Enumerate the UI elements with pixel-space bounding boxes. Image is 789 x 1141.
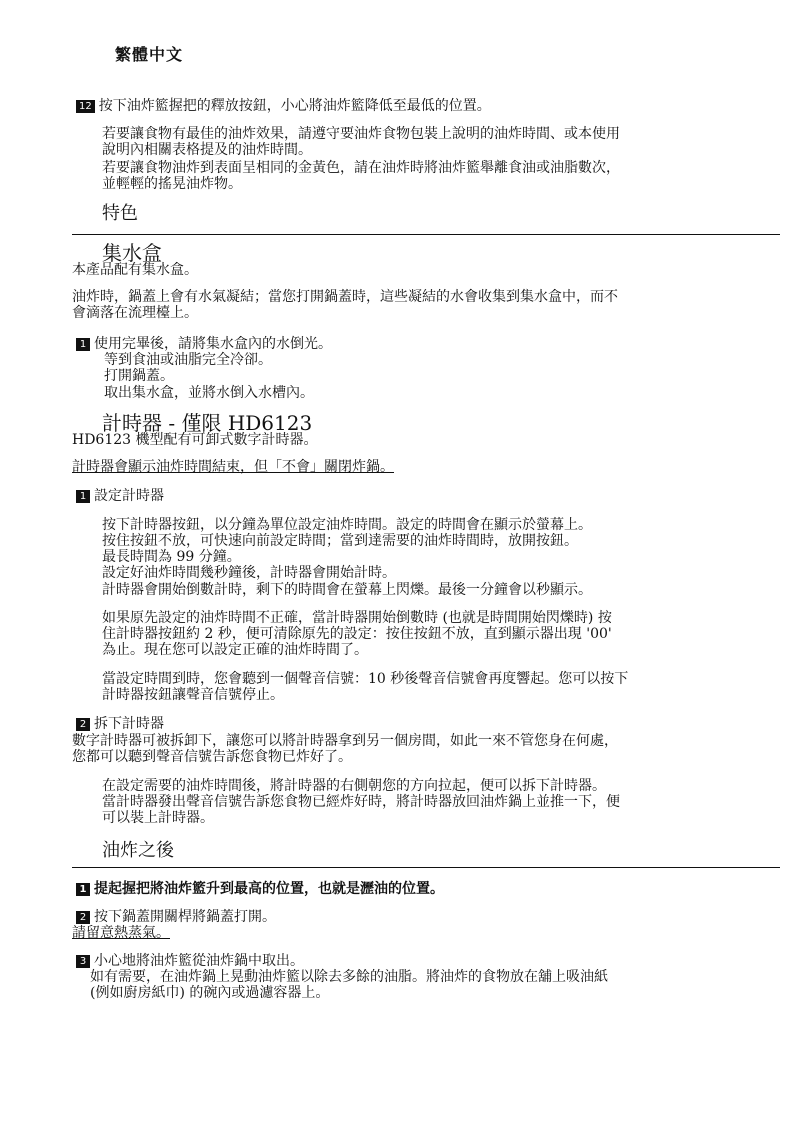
step-number-badge: 2 [76, 911, 90, 924]
step-number-badge: 1 [76, 883, 90, 896]
step-title: 按下鍋蓋開關桿將鍋蓋打開。 [94, 909, 276, 925]
after-step-2 [76, 909, 276, 926]
step-12 [76, 98, 491, 115]
paragraph-line: 住計時器按鈕約 2 秒，便可清除原先的設定：按住按鈕不放，直到顯示器出現 '00' [102, 626, 612, 642]
paragraph-line: HD6123 機型配有可卸式數字計時器。 [72, 432, 318, 448]
paragraph-line: 等到食油或油脂完全冷卻。 [104, 352, 272, 368]
section-heading-features: 特色 [102, 203, 138, 224]
steam-warning: 請留意熱蒸氣。 [72, 925, 170, 941]
water-box-step-1 [76, 336, 332, 353]
paragraph-line: 油炸時，鍋蓋上會有水氣凝結；當您打開鍋蓋時，這些凝結的水會收集到集水盒中，而不 [72, 289, 618, 305]
timer-step-1 [76, 488, 164, 505]
paragraph-line: 為止。現在您可以設定正確的油炸時間了。 [102, 642, 368, 658]
paragraph-line: 若要讓食物油炸到表面呈相同的金黃色，請在油炸時將油炸籃舉離食油或油脂數次， [102, 160, 620, 176]
paragraph-line: 會滴落在流理檯上。 [72, 305, 198, 321]
step-title: 設定計時器 [94, 488, 164, 504]
paragraph-line: 如果原先設定的油炸時間不正確，當計時器開始倒數時 (也就是時間開始閃爍時) 按 [102, 610, 612, 626]
language-label: 繁體中文 [115, 45, 184, 64]
paragraph-line: 若要讓食物有最佳的油炸效果，請遵守要油炸食物包裝上說明的油炸時間、或本使用 [102, 126, 620, 142]
step-title: 按下油炸籃握把的釋放按鈕，小心將油炸籃降低至最低的位置。 [98, 98, 491, 114]
paragraph-line: 並輕輕的搖晃油炸物。 [102, 176, 242, 192]
paragraph-line: 打開鍋蓋。 [104, 368, 174, 384]
after-step-1 [76, 881, 444, 898]
paragraph-line: 可以裝上計時器。 [102, 810, 214, 826]
paragraph-line: 按住按鈕不放，可快速向前設定時間；當到達需要的油炸時間時，放開按鈕。 [102, 533, 578, 549]
subsection-heading-water-box: 集水盒 [102, 241, 162, 265]
timer-step-2 [76, 716, 164, 733]
paragraph-line: 本產品配有集水盒。 [72, 262, 198, 278]
step-title: 拆下計時器 [94, 716, 164, 732]
paragraph-line: 設定好油炸時間幾秒鐘後，計時器會開始計時。 [102, 565, 396, 581]
subsection-heading-timer: 計時器 - 僅限 HD6123 [102, 411, 313, 435]
section-divider [72, 867, 780, 868]
step-title: 使用完畢後，請將集水盒內的水倒光。 [94, 336, 332, 352]
paragraph-line: 取出集水盒，並將水倒入水槽內。 [104, 385, 314, 401]
paragraph-line: 當計時器發出聲音信號告訴您食物已經炸好時，將計時器放回油炸鍋上並推一下，便 [102, 794, 620, 810]
paragraph-line: 計時器會開始倒數計時，剩下的時間會在螢幕上閃爍。最後一分鐘會以秒顯示。 [102, 582, 592, 598]
step-title: 小心地將油炸籃從油炸鍋中取出。 [94, 953, 304, 969]
paragraph-line: 如有需要，在油炸鍋上晃動油炸籃以除去多餘的油脂。將油炸的食物放在舖上吸油紙 [90, 969, 608, 985]
paragraph-line: (例如廚房紙巾) 的碗內或過濾容器上。 [90, 985, 330, 1001]
step-title: 提起握把將油炸籃升到最高的位置，也就是瀝油的位置。 [94, 881, 444, 897]
paragraph-line: 數字計時器可被拆卸下，讓您可以將計時器拿到另一個房間，如此一來不管您身在何處， [72, 733, 618, 749]
paragraph-line: 您都可以聽到聲音信號告訴您食物已炸好了。 [72, 749, 352, 765]
paragraph-line: 最長時間為 99 分鐘。 [102, 549, 241, 565]
step-number-badge: 1 [76, 338, 90, 351]
paragraph-line: 計時器按鈕讓聲音信號停止。 [102, 687, 284, 703]
paragraph-line: 在設定需要的油炸時間後，將計時器的右側朝您的方向拉起，便可以拆下計時器。 [102, 778, 606, 794]
step-number-badge: 2 [76, 718, 90, 731]
step-number-badge: 3 [76, 955, 90, 968]
step-number-badge: 12 [76, 100, 95, 113]
paragraph-line: 當設定時間到時，您會聽到一個聲音信號：10 秒後聲音信號會再度響起。您可以按下 [102, 671, 629, 687]
timer-warning: 計時器會顯示油炸時間結束，但「不會」關閉炸鍋。 [72, 459, 394, 475]
section-heading-after-frying: 油炸之後 [102, 840, 174, 861]
after-step-3 [76, 953, 304, 970]
step-number-badge: 1 [76, 490, 90, 503]
section-divider [72, 234, 780, 235]
paragraph-line: 按下計時器按鈕，以分鐘為單位設定油炸時間。設定的時間會在顯示於螢幕上。 [102, 517, 592, 533]
paragraph-line: 說明內相關表格提及的油炸時間。 [102, 142, 312, 158]
